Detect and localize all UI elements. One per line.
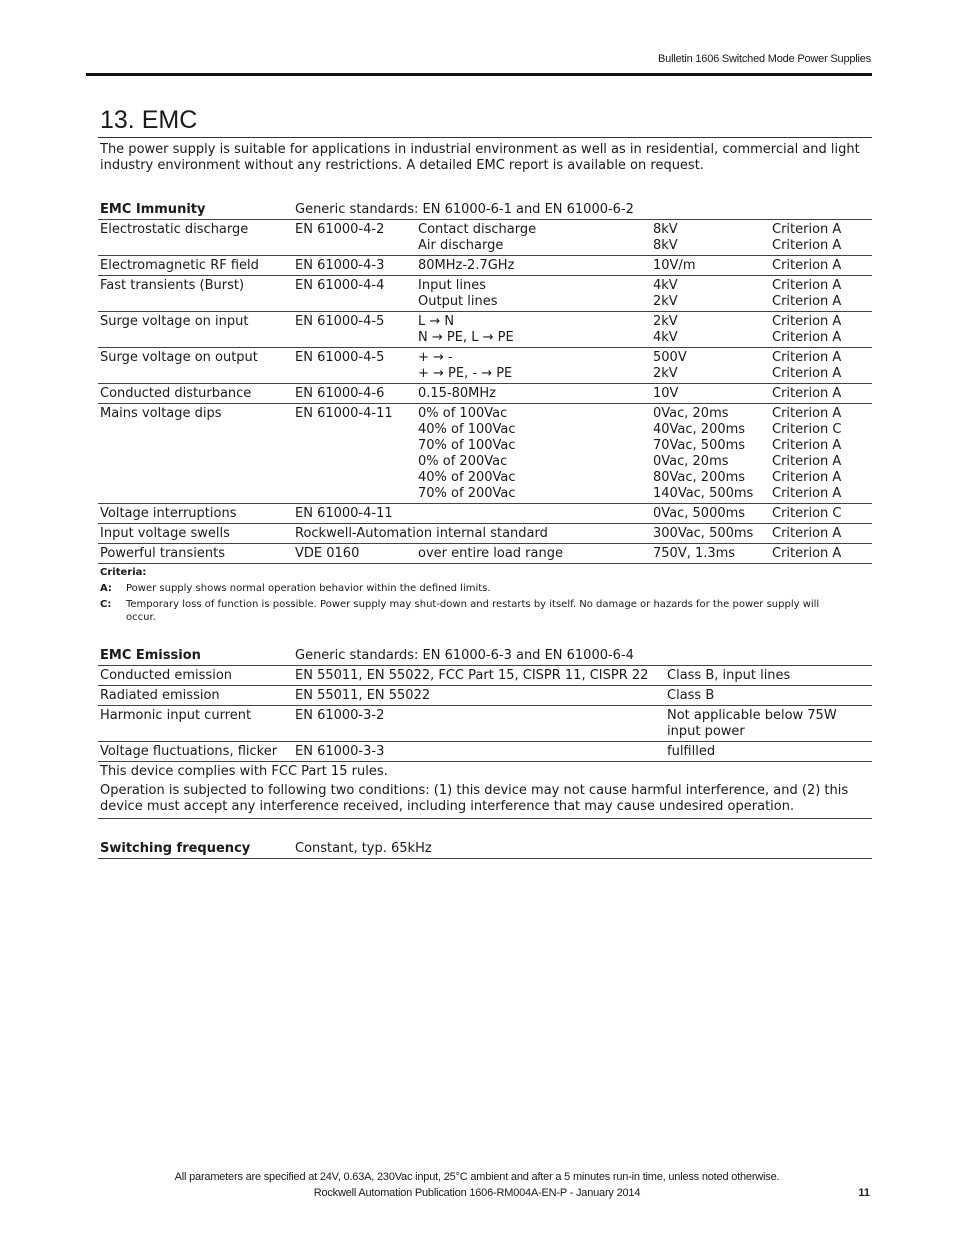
test-criterion-line: Criterion A bbox=[772, 526, 842, 541]
test-criterion-line: Criterion A bbox=[772, 406, 842, 421]
test-condition-line: L → N bbox=[418, 314, 455, 329]
test-criterion-line: Criterion A bbox=[772, 546, 842, 561]
header-rule bbox=[86, 73, 872, 76]
criteria-key: C: bbox=[100, 599, 112, 610]
test-value-line: 8kV bbox=[653, 238, 678, 253]
test-value-line: 140Vac, 500ms bbox=[653, 486, 754, 501]
test-criterion-line: Criterion A bbox=[772, 314, 842, 329]
test-value-line: 0Vac, 5000ms bbox=[653, 506, 746, 521]
immunity-heading: EMC Immunity bbox=[98, 200, 293, 220]
test-value-line: 0Vac, 20ms bbox=[653, 406, 729, 421]
test-condition-line: 0% of 100Vac bbox=[418, 406, 508, 421]
test-value-line: 2kV bbox=[653, 314, 678, 329]
test-criterion bbox=[770, 276, 872, 312]
test-condition-line: 40% of 100Vac bbox=[418, 422, 516, 437]
test-criterion bbox=[770, 256, 872, 276]
immunity-generic-standards: Generic standards: EN 61000-6-1 and EN 61000-6-2 bbox=[293, 200, 872, 220]
test-criterion-line: Criterion C bbox=[772, 422, 842, 437]
emission-result: Not applicable below 75W input power bbox=[665, 706, 872, 742]
test-criterion bbox=[770, 220, 872, 256]
emission-row bbox=[98, 706, 872, 742]
test-condition-line: 80MHz-2.7GHz bbox=[418, 258, 515, 273]
test-condition bbox=[416, 276, 651, 312]
test-criterion-line: Criterion A bbox=[772, 386, 842, 401]
test-value bbox=[651, 504, 770, 524]
criteria-item bbox=[100, 598, 850, 624]
immunity-row bbox=[98, 256, 872, 276]
emc-immunity-table bbox=[98, 200, 872, 564]
switching-label: Switching frequency bbox=[98, 839, 293, 859]
test-name: Surge voltage on input bbox=[98, 312, 293, 348]
test-criterion-line: Criterion A bbox=[772, 470, 842, 485]
bulletin-header: Bulletin 1606 Switched Mode Power Supplies bbox=[658, 53, 871, 65]
test-standard: VDE 0160 bbox=[293, 544, 416, 564]
test-value-line: 80Vac, 200ms bbox=[653, 470, 746, 485]
intro-paragraph: The power supply is suitable for applications in industrial environment as well as in residential, commercial and light industry environment without any restrictions. A detailed EMC report is available on request. bbox=[100, 142, 860, 173]
footer-note: All parameters are specified at 24V, 0.63A, 230Vac input, 25°C ambient and after a 5 minutes run-in time, unless noted otherwise. bbox=[174, 1171, 780, 1183]
emission-row bbox=[98, 666, 872, 686]
test-value-line: 70Vac, 500ms bbox=[653, 438, 746, 453]
emission-name: Radiated emission bbox=[98, 686, 293, 706]
test-standard: EN 61000-4-5 bbox=[293, 312, 416, 348]
test-value-line: 10V/m bbox=[653, 258, 696, 273]
test-condition-line: + → - bbox=[418, 350, 453, 365]
immunity-row bbox=[98, 504, 872, 524]
test-criterion-line: Criterion A bbox=[772, 438, 842, 453]
test-value bbox=[651, 220, 770, 256]
test-criterion bbox=[770, 348, 872, 384]
test-criterion-line: Criterion A bbox=[772, 454, 842, 469]
test-value bbox=[651, 524, 770, 544]
test-name: Surge voltage on output bbox=[98, 348, 293, 384]
test-condition-line: Contact discharge bbox=[418, 222, 537, 237]
operation-note: Operation is subjected to following two conditions: (1) this device may not cause harmful interference, and (2) this device must accept any interference received, including interference that may cause undesired operation. bbox=[98, 781, 872, 819]
test-standard: EN 61000-4-3 bbox=[293, 256, 416, 276]
test-value bbox=[651, 312, 770, 348]
test-name: Fast transients (Burst) bbox=[98, 276, 293, 312]
emc-emission-table bbox=[98, 646, 872, 819]
emission-name: Voltage fluctuations, flicker bbox=[98, 742, 293, 762]
section-title: 13. EMC bbox=[100, 106, 198, 134]
test-criterion-line: Criterion A bbox=[772, 366, 842, 381]
test-criterion bbox=[770, 524, 872, 544]
test-standard: EN 61000-4-4 bbox=[293, 276, 416, 312]
test-value-line: 0Vac, 20ms bbox=[653, 454, 729, 469]
test-value-line: 4kV bbox=[653, 330, 678, 345]
test-criterion-line: Criterion A bbox=[772, 222, 842, 237]
emission-standard: EN 61000-3-2 bbox=[293, 706, 665, 742]
test-value-line: 300Vac, 500ms bbox=[653, 526, 754, 541]
test-criterion-line: Criterion A bbox=[772, 294, 842, 309]
test-condition-line: + → PE, - → PE bbox=[418, 366, 513, 381]
test-criterion bbox=[770, 384, 872, 404]
test-condition bbox=[416, 504, 651, 524]
immunity-row bbox=[98, 220, 872, 256]
emission-generic-standards: Generic standards: EN 61000-6-3 and EN 61000-6-4 bbox=[293, 646, 872, 666]
test-value-line: 500V bbox=[653, 350, 687, 365]
immunity-row bbox=[98, 348, 872, 384]
test-value-line: 2kV bbox=[653, 294, 678, 309]
criteria-title: Criteria: bbox=[100, 567, 147, 578]
immunity-row bbox=[98, 276, 872, 312]
test-condition-line: N → PE, L → PE bbox=[418, 330, 514, 345]
fcc-note: This device complies with FCC Part 15 rules. bbox=[100, 764, 388, 779]
criteria-text: Power supply shows normal operation behavior within the defined limits. bbox=[126, 583, 491, 594]
test-standard: EN 61000-4-11 bbox=[293, 504, 416, 524]
test-condition-line: Input lines bbox=[418, 278, 487, 293]
test-value bbox=[651, 348, 770, 384]
test-criterion-line: Criterion C bbox=[772, 506, 842, 521]
test-value-line: 10V bbox=[653, 386, 679, 401]
page-number: 11 bbox=[858, 1187, 870, 1199]
switching-value: Constant, typ. 65kHz bbox=[293, 839, 872, 859]
test-value-line: 2kV bbox=[653, 366, 678, 381]
test-value bbox=[651, 276, 770, 312]
test-standard: EN 61000-4-11 bbox=[293, 404, 416, 504]
test-standard: Rockwell-Automation internal standard bbox=[293, 524, 651, 544]
immunity-row bbox=[98, 312, 872, 348]
test-value-line: 750V, 1.3ms bbox=[653, 546, 736, 561]
criteria-key: A: bbox=[100, 583, 112, 594]
test-condition bbox=[416, 384, 651, 404]
test-value bbox=[651, 544, 770, 564]
emission-name: Conducted emission bbox=[98, 666, 293, 686]
test-criterion-line: Criterion A bbox=[772, 350, 842, 365]
test-criterion bbox=[770, 312, 872, 348]
test-condition bbox=[416, 256, 651, 276]
test-value bbox=[651, 404, 770, 504]
test-value-line: 8kV bbox=[653, 222, 678, 237]
test-value bbox=[651, 384, 770, 404]
test-condition-line: 40% of 200Vac bbox=[418, 470, 516, 485]
immunity-row bbox=[98, 524, 872, 544]
criteria-legend bbox=[100, 566, 850, 624]
test-condition-line: 70% of 100Vac bbox=[418, 438, 516, 453]
test-value-line: 40Vac, 200ms bbox=[653, 422, 746, 437]
test-condition bbox=[416, 544, 651, 564]
emission-result: fulfilled bbox=[665, 742, 872, 762]
emission-heading: EMC Emission bbox=[98, 646, 293, 666]
emission-name: Harmonic input current bbox=[98, 706, 293, 742]
test-name: Electrostatic discharge bbox=[98, 220, 293, 256]
publication-id: Rockwell Automation Publication 1606-RM004A-EN-P - January 2014 bbox=[313, 1187, 641, 1199]
test-name: Mains voltage dips bbox=[98, 404, 293, 504]
test-condition-line: Output lines bbox=[418, 294, 498, 309]
test-value-line: 4kV bbox=[653, 278, 678, 293]
test-criterion bbox=[770, 504, 872, 524]
immunity-row bbox=[98, 384, 872, 404]
test-name: Voltage interruptions bbox=[98, 504, 293, 524]
test-criterion-line: Criterion A bbox=[772, 258, 842, 273]
test-standard: EN 61000-4-5 bbox=[293, 348, 416, 384]
immunity-row bbox=[98, 404, 872, 504]
test-condition-line: over entire load range bbox=[418, 546, 563, 561]
test-criterion bbox=[770, 544, 872, 564]
switching-frequency-table bbox=[98, 839, 872, 859]
test-name: Electromagnetic RF field bbox=[98, 256, 293, 276]
emission-row bbox=[98, 686, 872, 706]
criteria-item bbox=[100, 582, 850, 595]
test-condition bbox=[416, 348, 651, 384]
test-name: Powerful transients bbox=[98, 544, 293, 564]
emission-standard: EN 61000-3-3 bbox=[293, 742, 665, 762]
test-name: Conducted disturbance bbox=[98, 384, 293, 404]
test-value bbox=[651, 256, 770, 276]
emission-result: Class B bbox=[665, 686, 872, 706]
emission-row bbox=[98, 742, 872, 762]
test-standard: EN 61000-4-6 bbox=[293, 384, 416, 404]
test-condition-line: 70% of 200Vac bbox=[418, 486, 516, 501]
title-rule bbox=[98, 137, 872, 138]
test-condition bbox=[416, 220, 651, 256]
test-condition bbox=[416, 404, 651, 504]
test-condition-line: Air discharge bbox=[418, 238, 504, 253]
test-criterion bbox=[770, 404, 872, 504]
criteria-text: Temporary loss of function is possible. Power supply may shut-down and restarts by itself. No damage or hazards for the power supply will occur. bbox=[126, 599, 820, 623]
test-name: Input voltage swells bbox=[98, 524, 293, 544]
test-criterion-line: Criterion A bbox=[772, 238, 842, 253]
test-condition-line: 0% of 200Vac bbox=[418, 454, 508, 469]
emission-result: Class B, input lines bbox=[665, 666, 872, 686]
test-condition bbox=[416, 312, 651, 348]
test-criterion-line: Criterion A bbox=[772, 330, 842, 345]
test-standard: EN 61000-4-2 bbox=[293, 220, 416, 256]
test-condition-line: 0.15-80MHz bbox=[418, 386, 496, 401]
test-criterion-line: Criterion A bbox=[772, 278, 842, 293]
emission-standard: EN 55011, EN 55022, FCC Part 15, CISPR 11, CISPR 22 bbox=[293, 666, 665, 686]
immunity-row bbox=[98, 544, 872, 564]
test-criterion-line: Criterion A bbox=[772, 486, 842, 501]
emission-standard: EN 55011, EN 55022 bbox=[293, 686, 665, 706]
